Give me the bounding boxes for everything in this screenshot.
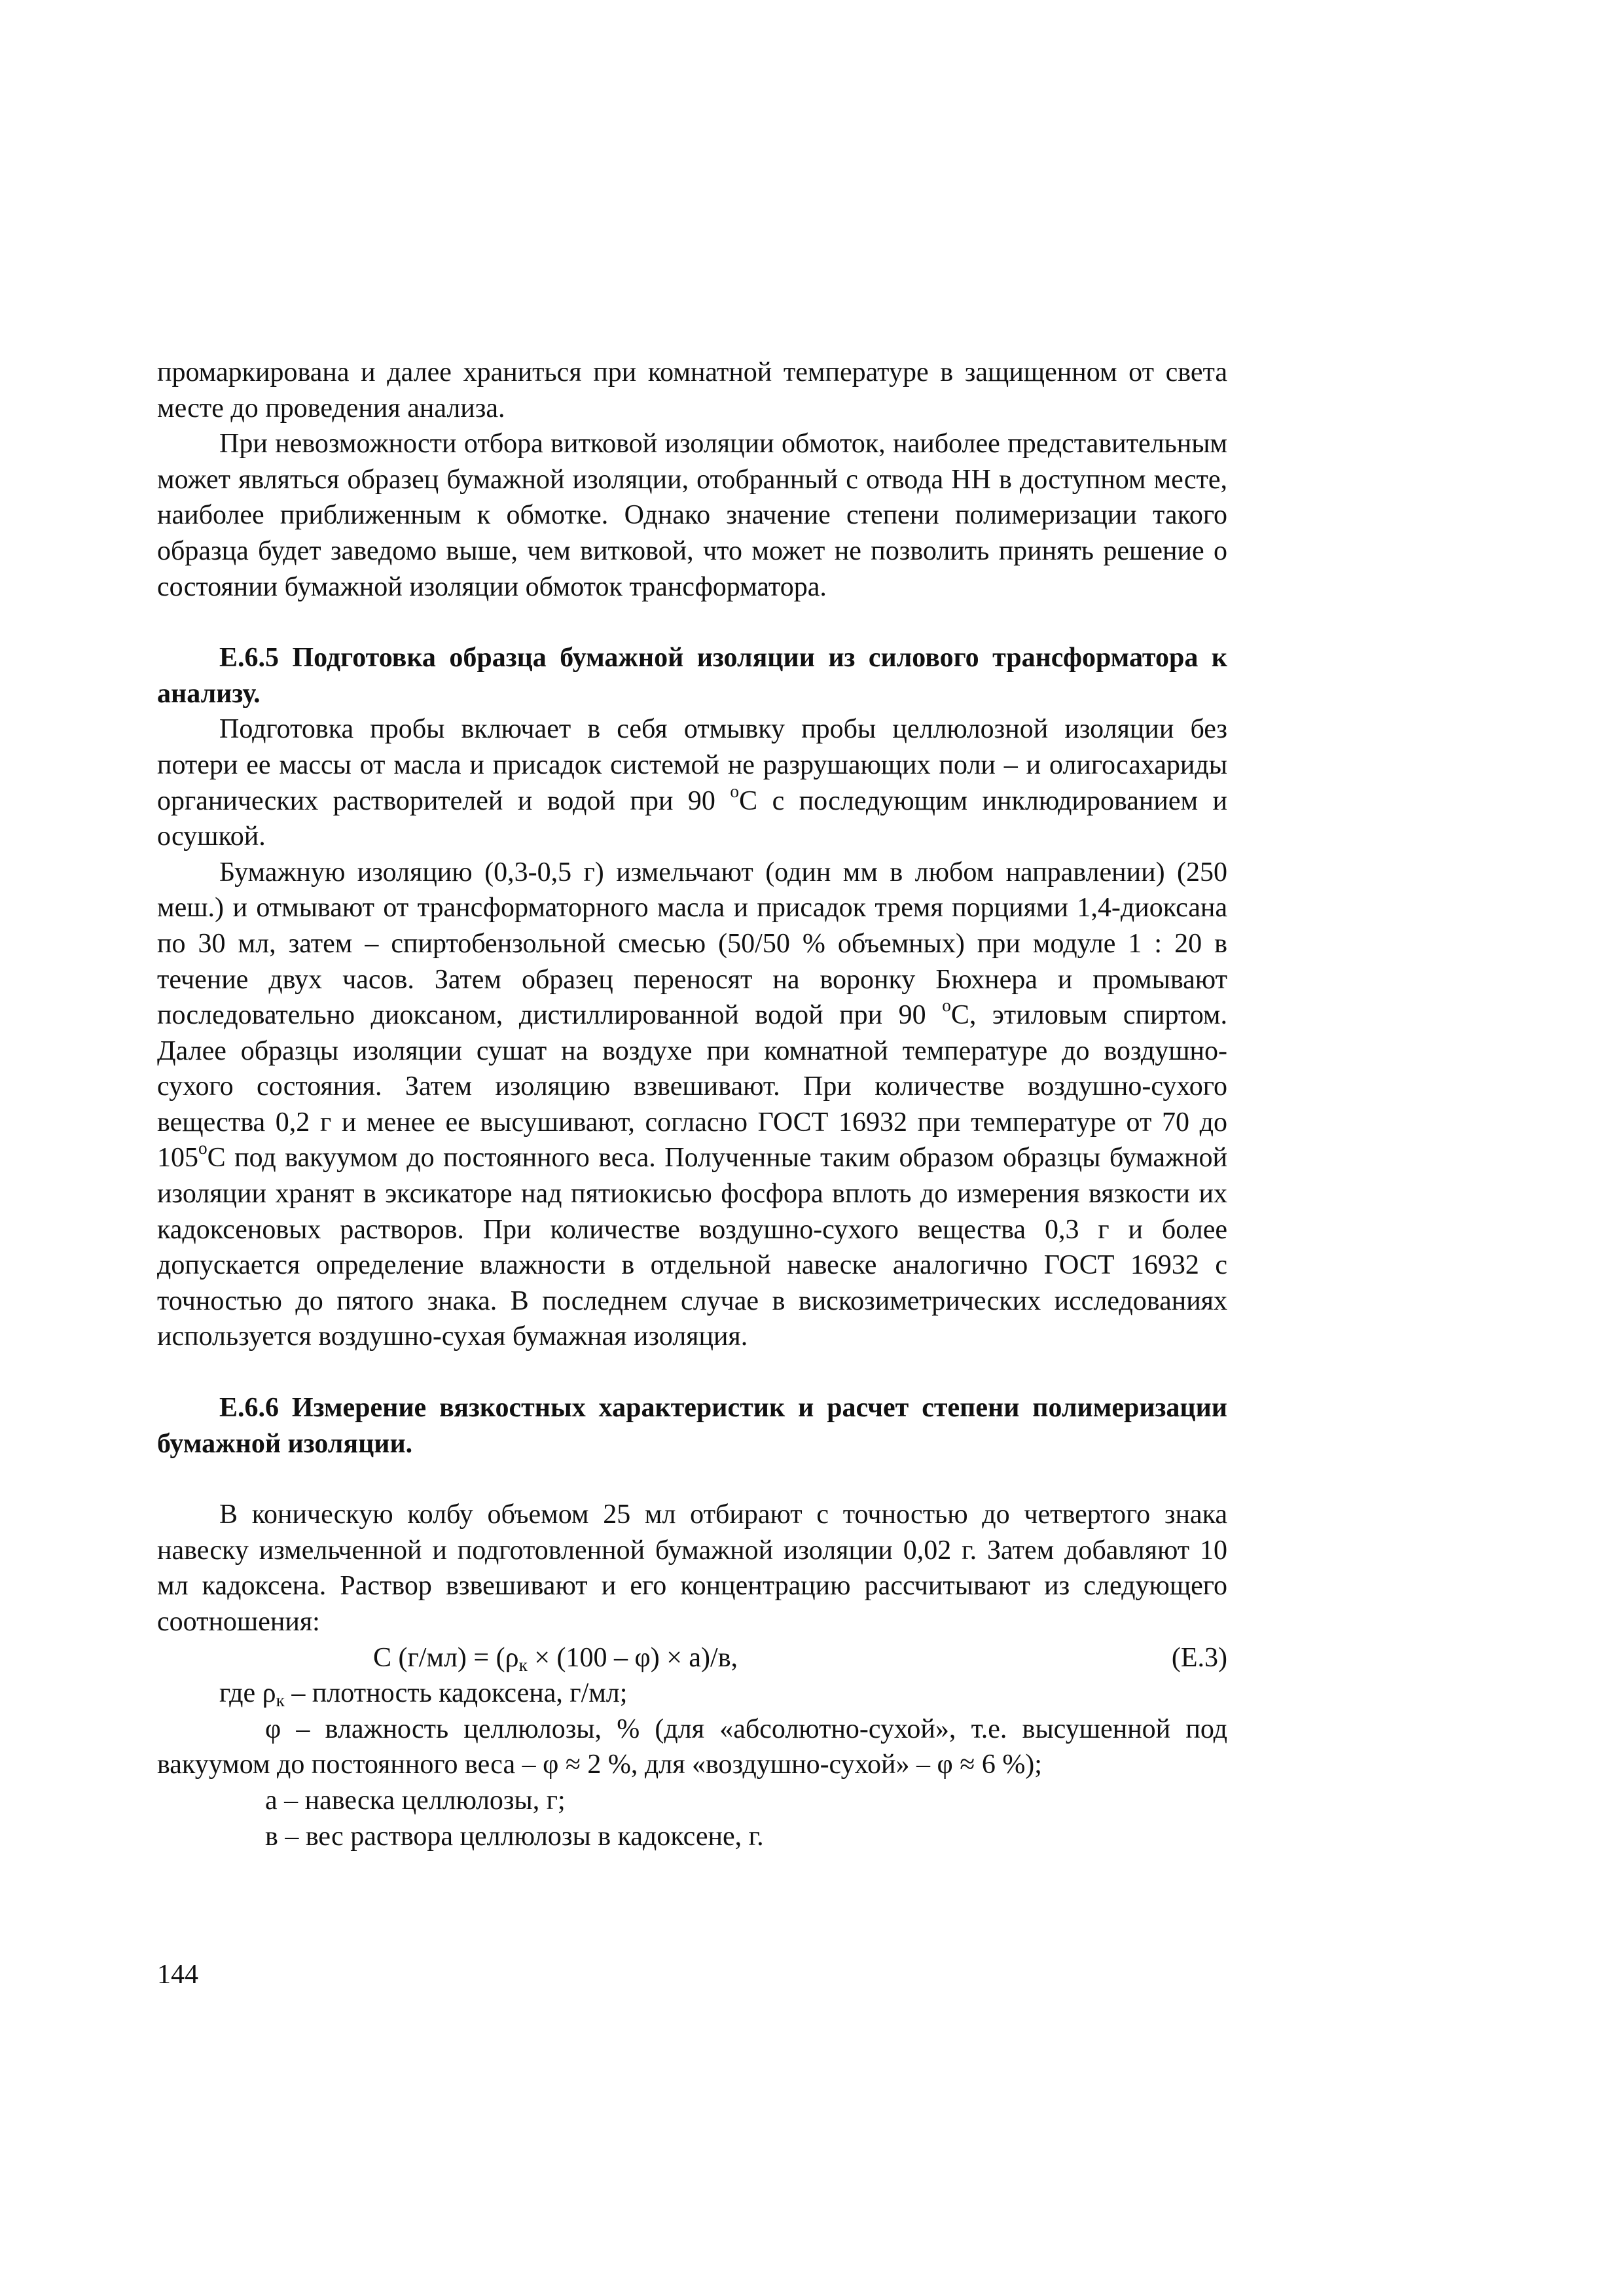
text-run: Бумажную изоляцию (0,3-0,5 г) измельчают (один мм в любом направлении) (250 меш.) и отмывают от трансформаторного масла и присадок тремя порциями 1,4-диоксана по 30 мл, затем – спиртобензольной смесью (50/50 % объемных) при модуле 1 : 20 в течение двух часов. Затем образец переносят на воронку Бюхнера и промывают последовательно диоксаном, дистиллированной водой при 90	[157, 857, 1227, 1031]
text-run: – плотность кадоксена, г/мл;	[284, 1678, 628, 1709]
definition-subscript: к	[276, 1691, 285, 1710]
definition-rho	[157, 1676, 1227, 1712]
formula-subscript: к	[518, 1655, 528, 1675]
page-text	[157, 355, 1227, 1854]
text-run: Подготовка пробы включает в себя отмывку пробы целлюлозной изоляции без потери ее массы от масла и присадок системой не разрушающих поли – и олигосахариды органических растворителей и водой при 90	[157, 714, 1227, 816]
paragraph-sampling-alternative: При невозможности отбора витковой изоляции обмоток, наиболее представительным может являться образец бумажной изоляции, отобранный с отвода НН в доступном месте, наиболее приближенным к обмотке. Однако значение степени полимеризации такого образца будет заведомо выше, чем витковой, что может не позволить принять решение о состоянии бумажной изоляции обмоток трансформатора.	[157, 429, 1227, 602]
definition-v: в – вес раствора целлюлозы в кадоксене, г.	[265, 1821, 764, 1852]
formula-e3	[157, 1640, 1227, 1676]
paragraph-washing-procedure	[157, 855, 1227, 1355]
section-heading-e-6-5: Е.6.5 Подготовка образца бумажной изоляции из силового трансформатора к анализу.	[157, 643, 1227, 709]
degree-superscript: о	[198, 1138, 208, 1158]
formula-number: (Е.3)	[1171, 1642, 1227, 1673]
text-run: С под вакуумом до постоянного веса. Полученные таким образом образцы бумажной изоляции хранят в эксикаторе над пятиокисью фосфора вплоть до измерения вязкости их кадоксеновых растворов. При количестве воздушно-сухого вещества 0,3 г и более допускается определение влажности в отдельной навеске аналогично ГОСТ 16932 с точностью до пятого знака. В последнем случае в вискозиметрических исследованиях используется воздушно-сухая бумажная изоляция.	[157, 1143, 1227, 1352]
section-heading-e-6-6: Е.6.6 Измерение вязкостных характеристик и расчет степени полимеризации бумажной изоляции.	[157, 1393, 1227, 1459]
formula-part: С (г/мл) = (ρ	[373, 1642, 519, 1673]
degree-superscript: о	[942, 995, 951, 1015]
paragraph-continuation: промаркирована и далее храниться при комнатной температуре в защищенном от света месте до проведения анализа.	[157, 357, 1227, 423]
degree-superscript: о	[730, 781, 740, 801]
text-run: где ρ	[219, 1678, 276, 1709]
page-number: 144	[157, 1960, 198, 1990]
paragraph-concentration: В коническую колбу объемом 25 мл отбирают с точностью до четвертого знака навеску измельченной и подготовленной бумажной изоляции 0,02 г. Затем добавляют 10 мл кадоксена. Раствор взвешивают и его концентрацию рассчитывают из следующего соотношения:	[157, 1499, 1227, 1637]
definition-a: а – навеска целлюлозы, г;	[265, 1785, 566, 1816]
formula-part: × (100 – φ) × а)/в,	[527, 1642, 738, 1673]
text-run: С, этиловым спиртом. Далее образцы изоляции сушат на воздухе при комнатной температуре до воздушно-сухого состояния. Затем изоляцию взвешивают. При количестве воздушно-сухого вещества 0,2 г и менее ее высушивают, согласно ГОСТ 16932 при температуре от 70 до 105	[157, 1000, 1227, 1174]
text-run: С с последующим инклюдированием и осушкой.	[157, 785, 1228, 852]
definition-phi: φ – влажность целлюлозы, % (для «абсолютно-сухой», т.е. высушенной под вакуумом до постоянного веса – φ ≈ 2 %, для «воздушно-сухой» – φ ≈ 6 %);	[157, 1713, 1227, 1780]
paragraph-sample-preparation	[157, 711, 1227, 854]
formula-expression	[373, 1640, 738, 1676]
